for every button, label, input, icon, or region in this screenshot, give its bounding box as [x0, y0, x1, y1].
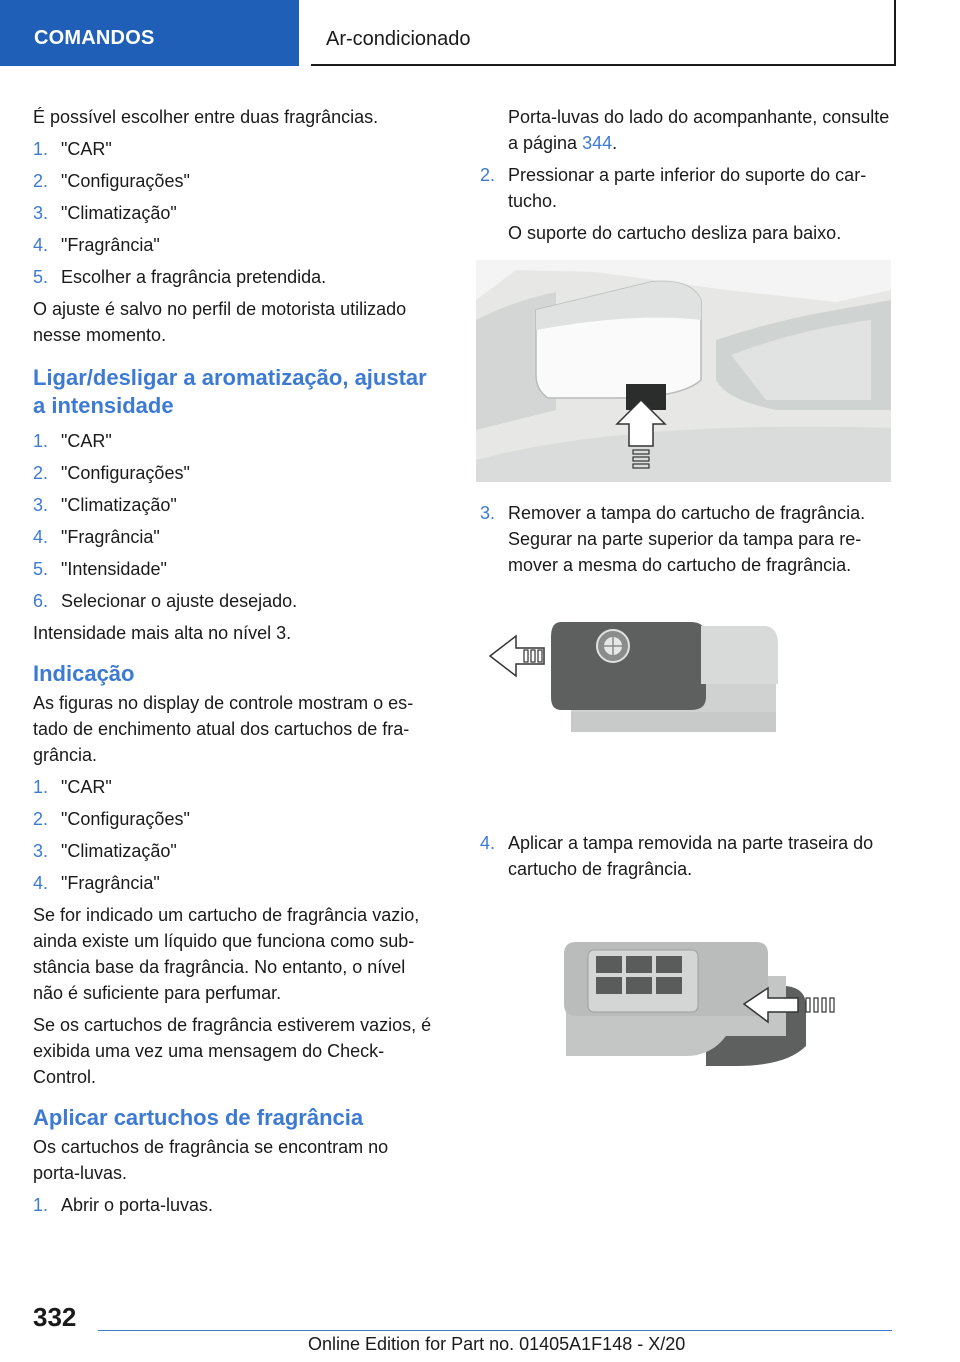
list-text: "Fragrância" [61, 527, 160, 547]
list-text: Escolher a fragrância pretendida. [61, 267, 327, 287]
list-item [33, 774, 437, 800]
list-number: 5. [33, 559, 49, 579]
steps-list-indication [33, 774, 437, 896]
section-title: COMANDOS [34, 27, 155, 49]
steps-list-fragrance [33, 136, 437, 290]
list-item [33, 460, 437, 486]
list-text: Selecionar o ajuste desejado. [61, 591, 298, 611]
list-item [33, 428, 437, 454]
list-text: "CAR" [61, 431, 112, 451]
list-number: 3. [33, 203, 49, 223]
right-column [480, 104, 892, 1134]
left-column [33, 104, 437, 1224]
cartridge-remove-figure [476, 592, 891, 812]
list-number: 2. [33, 463, 49, 483]
list-text: "Climatização" [61, 841, 177, 861]
list-number: 2. [33, 171, 49, 191]
steps-list-right-c [480, 830, 892, 882]
footer-edition: Online Edition for Part no. 01405A1F148 - X/20 [308, 1334, 686, 1354]
step2-note: O suporte do cartucho desliza para baixo. [508, 223, 842, 243]
list-text: Abrir o porta-luvas. [61, 1195, 214, 1215]
list-number: 2. [33, 809, 49, 829]
list-item [33, 1192, 437, 1218]
list-text: "Fragrância" [61, 235, 160, 255]
intro-text: É possível escolher entre duas fragrâncias. [33, 107, 379, 127]
list-item: 2. Pressionar a parte inferior do suporte do cartucho. [480, 165, 867, 211]
steps-list-right-b [480, 500, 892, 578]
list-item [33, 588, 437, 614]
indication-text: As figuras no display de controle mostram o estado de enchimento atual dos cartuchos de fragrância. [33, 693, 414, 765]
list-number: 3. [33, 841, 49, 861]
list-text: "Climatização" [61, 495, 177, 515]
list-text: "Configurações" [61, 809, 190, 829]
list-item [33, 838, 437, 864]
intensity-note: Intensidade mais alta no nível 3. [33, 623, 292, 643]
glovebox-text: Os cartuchos de fragrância se encontram no porta-luvas. [33, 1137, 389, 1183]
cartridge-attach-figure [476, 896, 891, 1116]
steps-list-insert [33, 1192, 437, 1218]
list-item [33, 524, 437, 550]
list-text: "Configurações" [61, 171, 190, 191]
heading-indication: Indicação [33, 661, 135, 686]
list-number: 4. [33, 235, 49, 255]
list-number: 3. [33, 495, 49, 515]
check-control-text: Se os cartuchos de fragrância estiverem vazios, é exibida uma vez uma mensagem do Check-Control. [33, 1015, 432, 1087]
heading-intensity: Ligar/desligar a aromatização, ajustar a intensidade [33, 365, 427, 418]
list-item [33, 492, 437, 518]
chapter-title: Ar-condicionado [326, 28, 471, 50]
list-text: "Intensidade" [61, 559, 167, 579]
list-number: 6. [33, 591, 49, 611]
empty-cartridge-text: Se for indicado um cartucho de fragrância vazio, ainda existe um líquido que funciona como substância base da fragrância. No entanto, o nível não é suficiente para perfumar. [33, 905, 420, 1003]
list-number: 5. [33, 267, 49, 287]
chapter-header [311, 0, 896, 66]
glovebox-reference: Porta-luvas do lado do acompanhante, consulte a página 344. [508, 107, 890, 153]
list-number: 4. [33, 873, 49, 893]
list-text: "Configurações" [61, 463, 190, 483]
list-text: "Climatização" [61, 203, 177, 223]
list-text: "Fragrância" [61, 873, 160, 893]
list-item [33, 556, 437, 582]
list-item [33, 200, 437, 226]
list-number: 1. [33, 431, 49, 451]
list-item [33, 232, 437, 258]
heading-insert-cartridges: Aplicar cartuchos de fragrância [33, 1105, 364, 1130]
glovebox-figure [476, 260, 891, 482]
section-tab [0, 0, 299, 66]
list-item: 3. Remover a tampa do cartucho de fragrância. Segurar na parte superior da tampa para remover a mesma do cartucho de fragrância. [480, 503, 866, 575]
list-number: 1. [33, 139, 49, 159]
list-item: 4. Aplicar a tampa removida na parte traseira do cartucho de fragrância. [480, 833, 874, 879]
profile-note: O ajuste é salvo no perfil de motorista utilizado nesse momento. [33, 299, 407, 345]
list-number: 4. [33, 527, 49, 547]
list-item [33, 168, 437, 194]
steps-list-intensity [33, 428, 437, 614]
list-text: "CAR" [61, 139, 112, 159]
list-item [33, 136, 437, 162]
page-number: 332 [33, 1302, 77, 1332]
list-item [33, 264, 437, 290]
list-item [33, 806, 437, 832]
steps-list-right-a [480, 162, 892, 214]
list-item [33, 870, 437, 896]
list-text: "CAR" [61, 777, 112, 797]
page-link[interactable]: 344 [582, 133, 613, 153]
list-number: 1. [33, 1195, 49, 1215]
footer-divider [98, 1330, 892, 1331]
list-number: 1. [33, 777, 49, 797]
